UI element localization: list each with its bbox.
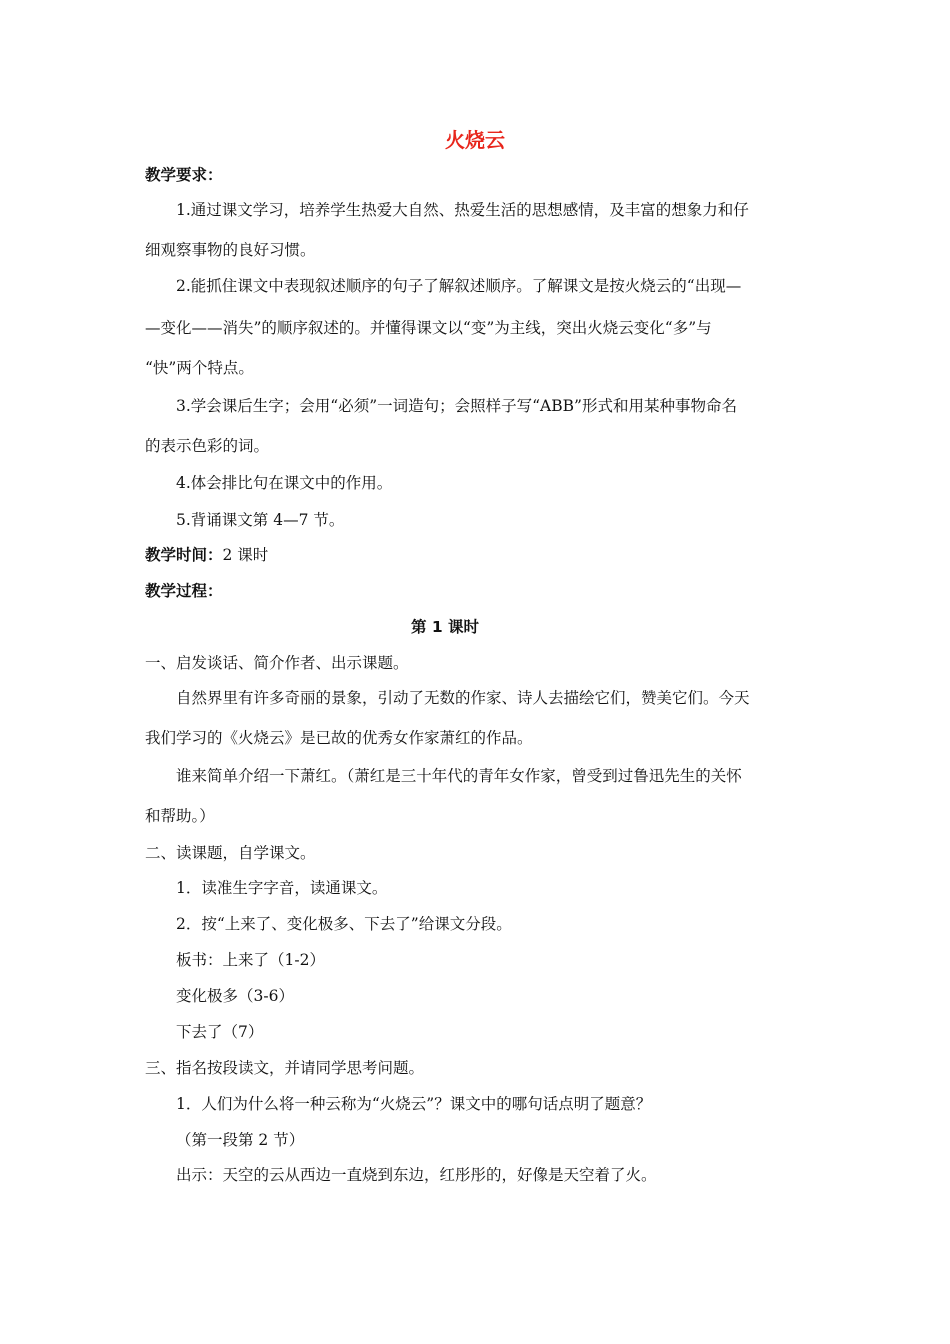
- line-text: “快”两个特点。: [145, 359, 254, 377]
- text-line: [145, 843, 316, 863]
- line-text: 2．按“上来了、变化极多、下去了”给课文分段。: [176, 915, 512, 933]
- text-line: [176, 510, 344, 530]
- text-line: [145, 358, 254, 378]
- text-line: [176, 914, 512, 934]
- text-line: [176, 396, 737, 416]
- text-line: [176, 878, 387, 898]
- line-text: 第 1 课时: [410, 618, 480, 636]
- text-line: [145, 653, 409, 673]
- line-suffix: 2 课时: [222, 546, 269, 564]
- text-line: [145, 581, 223, 601]
- text-line: [176, 276, 741, 296]
- line-text: 1.通过课文学习，培养学生热爱大自然、热爱生活的思想感情，及丰富的想象力和仔: [176, 201, 749, 219]
- line-text: 1．读准生字字音，读通课文。: [176, 879, 388, 897]
- text-line: [176, 1130, 304, 1150]
- line-text: 1．人们为什么将一种云称为“火烧云”？课文中的哪句话点明了题意？: [176, 1095, 652, 1113]
- text-line: [176, 1022, 263, 1042]
- line-text: 教学要求：: [145, 166, 223, 184]
- line-text: 的表示色彩的词。: [145, 437, 270, 455]
- line-text: 细观察事物的良好习惯。: [145, 241, 316, 259]
- line-text: 5.背诵课文第 4—7 节。: [176, 511, 345, 529]
- text-line: [145, 436, 269, 456]
- document-title: 火烧云: [445, 128, 505, 152]
- line-text: 2.能抓住课文中表现叙述顺序的句子了解叙述顺序。了解课文是按火烧云的“出现—: [176, 277, 742, 295]
- line-text: 自然界里有许多奇丽的景象，引动了无数的作家、诗人去描绘它们，赞美它们。今天: [176, 689, 750, 707]
- text-line: [145, 806, 215, 826]
- line-text: 板书：上来了（1-2）: [176, 951, 325, 969]
- line-text: （第一段第 2 节）: [176, 1131, 305, 1149]
- line-text: 一、启发谈话、简介作者、出示课题。: [145, 654, 409, 672]
- line-text: 下去了（7）: [176, 1023, 264, 1041]
- line-text: 变化极多（3-6）: [176, 987, 294, 1005]
- line-text: 谁来简单介绍一下萧红。（萧红是三十年代的青年女作家，曾受到过鲁迅先生的关怀: [176, 767, 742, 785]
- text-line: [176, 1165, 657, 1185]
- line-text: 3.学会课后生字；会用“必须”一词造句；会照样子写“ABB”形式和用某种事物命名: [176, 397, 737, 415]
- text-line: [145, 728, 533, 748]
- text-line: [176, 986, 294, 1006]
- line-text: 出示：天空的云从西边一直烧到东边，红彤彤的，好像是天空着了火。: [176, 1166, 657, 1184]
- line-text: 二、读课题，自学课文。: [145, 844, 316, 862]
- line-text: 4.体会排比句在课文中的作用。: [176, 474, 393, 492]
- line-text: —变化——消失”的顺序叙述的。并懂得课文以“变”为主线，突出火烧云变化“多”与: [145, 319, 712, 337]
- text-line: [145, 1058, 424, 1078]
- text-line: [145, 165, 223, 185]
- line-text: 三、指名按段读文，并请同学思考问题。: [145, 1059, 425, 1077]
- line-text: 我们学习的《火烧云》是已故的优秀女作家萧红的作品。: [145, 729, 533, 747]
- line-text: 教学过程：: [145, 582, 223, 600]
- line-text: 教学时间：: [145, 546, 223, 564]
- text-line: [176, 473, 392, 493]
- text-line: [0, 617, 890, 637]
- text-line: [176, 688, 750, 708]
- text-line: [176, 1094, 651, 1114]
- text-line: [145, 318, 712, 338]
- text-line: [176, 950, 325, 970]
- line-text: 和帮助。）: [145, 807, 215, 825]
- text-line: [176, 200, 749, 220]
- text-line: [145, 545, 268, 565]
- text-line: [145, 240, 316, 260]
- text-line: [176, 766, 742, 786]
